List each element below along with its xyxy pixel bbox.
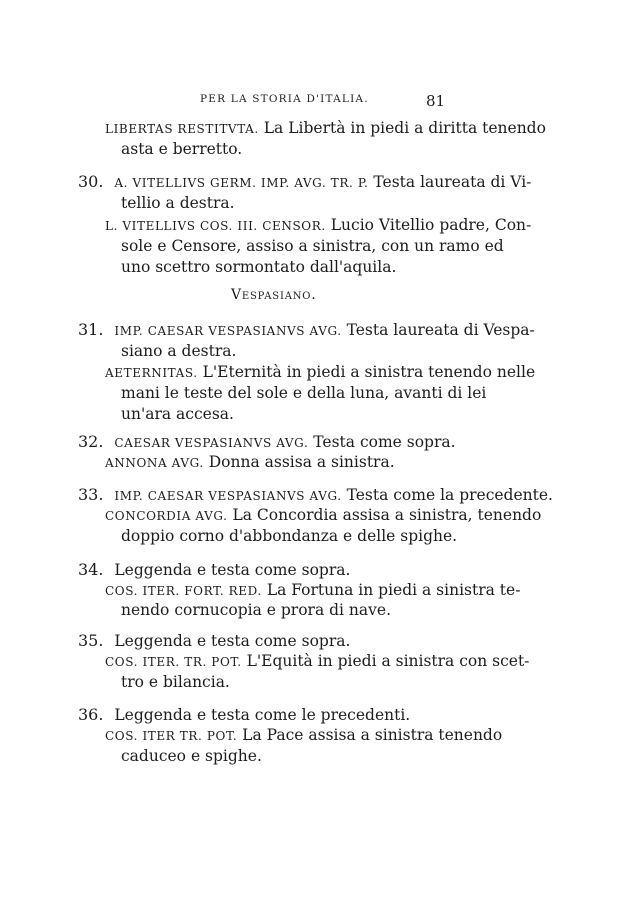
description-text: Testa come sopra. [313,433,456,451]
entry-31-reverse [105,362,535,383]
description-line: asta e berretto. [121,140,243,158]
description-text: L'Equità in piedi a sinistra con scet- [246,652,530,670]
coin-legend: COS. ITER TR. POT. [105,729,238,743]
entry-32-obverse [78,432,456,453]
description-line: sole e Censore, assiso a sinistra, con un ramo ed [121,237,504,255]
description-line: tro e bilancia. [121,673,230,691]
entry-30-obverse [78,172,531,193]
description-line: tellio a destra. [121,194,235,212]
entry-number: 33. [78,485,104,504]
page-number: 81 [426,92,446,110]
description-text: La Pace assisa a sinistra tenendo [242,726,503,744]
coin-legend: CONCORDIA AVG. [105,509,228,523]
coin-legend: AETERNITAS. [105,366,198,380]
description-line: nendo cornucopia e prora di nave. [121,601,391,619]
description-text: Leggenda e testa come sopra. [114,632,351,650]
entry-32-reverse [105,452,395,473]
description-line: un'ara accesa. [121,405,234,423]
description-line: caduceo e spighe. [121,747,262,765]
description-text: Testa laureata di Vi- [373,173,532,191]
entry-number: 34. [78,560,104,579]
entry-number: 36. [78,705,104,724]
description-text: La Libertà in piedi a diritta tenendo [263,119,546,137]
description-text: Leggenda e testa come sopra. [114,561,351,579]
coin-legend: ANNONA AVG. [105,456,204,470]
entry-31-obverse [78,320,535,341]
coin-legend: COS. ITER. FORT. RED. [105,584,262,598]
entry-number: 35. [78,631,104,650]
entry-number: 30. [78,172,104,191]
entry-30-reverse [105,215,531,236]
description-line: siano a destra. [121,342,237,360]
entry-number: 32. [78,432,104,451]
description-text: Lucio Vitellio padre, Con- [330,216,532,234]
coin-legend: A. VITELLIVS GERM. IMP. AVG. TR. P. [114,176,369,190]
coin-legend: IMP. CAESAR VESPASIANVS AVG. [114,489,342,503]
entry-34-reverse [105,580,520,601]
coin-legend: IMP. CAESAR VESPASIANVS AVG. [114,324,342,338]
description-text: Testa come la precedente. [346,486,553,504]
running-title: PER LA STORIA D'ITALIA. [200,93,369,105]
coin-legend: CAESAR VESPASIANVS AVG. [114,436,309,450]
description-line: uno scettro sormontato dall'aquila. [121,258,397,276]
entry-number: 31. [78,320,104,339]
description-line: mani le teste del sole e della luna, avanti di lei [121,384,487,402]
entry-35-reverse [105,651,529,672]
description-text: Testa laureata di Vespa- [346,321,535,339]
entry-36-reverse [105,725,502,746]
entry-35-obverse [78,631,350,651]
description-text: Leggenda e testa come le precedenti. [114,706,411,724]
description-line: doppio corno d'abbondanza e delle spighe. [121,527,458,545]
description-text: La Fortuna in piedi a sinistra te- [266,581,521,599]
coin-legend: L. VITELLIVS COS. III. CENSOR. [105,219,326,233]
entry-34-obverse [78,560,350,580]
description-text: La Concordia assisa a sinistra, tenendo [232,506,542,524]
description-text: Donna assisa a sinistra. [208,453,395,471]
entry-reverse-line [105,118,546,139]
description-text: L'Eternità in piedi a sinistra tenendo nelle [202,363,536,381]
entry-36-obverse [78,705,410,725]
entry-33-reverse [105,505,541,526]
section-heading: Vespasiano. [231,287,317,303]
coin-legend: COS. ITER. TR. POT. [105,655,242,669]
entry-33-obverse [78,485,553,506]
coin-legend: LIBERTAS RESTITVTA. [105,122,259,136]
